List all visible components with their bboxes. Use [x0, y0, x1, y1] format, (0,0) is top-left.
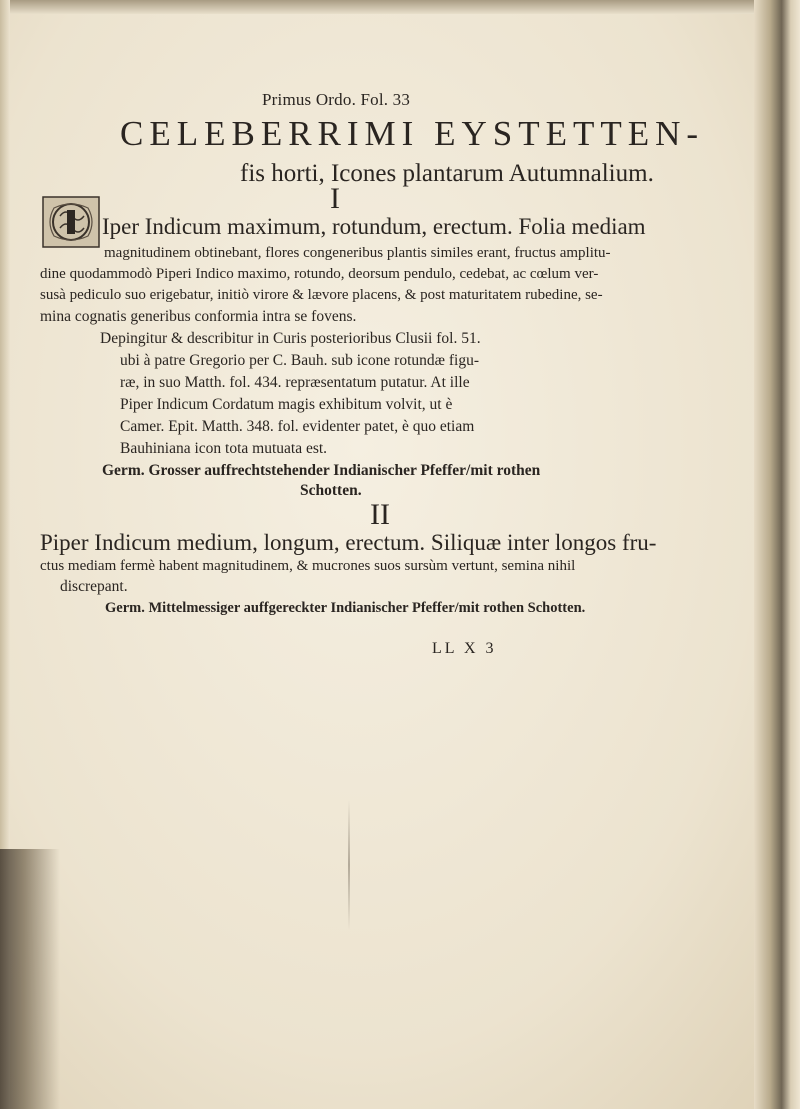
- paper-crease: [348, 800, 350, 930]
- section1-line-10: Camer. Epit. Matth. 348. fol. evidenter patet, è quo etiam: [120, 418, 475, 435]
- section-number-2: II: [370, 498, 390, 531]
- page-title: CELEBERRIMI EYSTETTEN-: [120, 114, 705, 153]
- section2-german-line: Germ. Mittelmessiger auffgereckter Indianischer Pfeffer/mit rothen Schotten.: [105, 600, 586, 616]
- section1-line-8: ræ, in suo Matth. fol. 434. repræsentatum putatur. At ille: [120, 374, 470, 391]
- section-number-1: I: [330, 182, 340, 215]
- page-edge-top: [0, 0, 800, 14]
- page-shadow-bottom-left: [0, 849, 60, 1109]
- section1-line-1: Iper Indicum maximum, rotundum, erectum. Folia mediam: [102, 214, 646, 239]
- section1-line-11: Bauhiniana icon tota mutuata est.: [120, 440, 328, 457]
- section1-line-4: susà pediculo suo erigebatur, initiò virore & lævore placens, & post maturitatem rubedine, se-: [40, 287, 603, 303]
- section1-line-7: ubi à patre Gregorio per C. Bauh. sub icone rotundæ figu-: [120, 352, 479, 369]
- section1-line-6: Depingitur & describitur in Curis posterioribus Clusii fol. 51.: [100, 330, 481, 347]
- section2-line-1: Piper Indicum medium, longum, erectum. Siliquæ inter longos fru-: [40, 530, 657, 555]
- section1-line-5: mina cognatis generibus conformia intra se fovens.: [40, 308, 357, 325]
- section1-line-2: magnitudinem obtinebant, flores congeneribus plantis similes erant, fructus amplitu-: [104, 245, 611, 261]
- section1-line-3: dine quodammodò Piperi Indico maximo, rotundo, deorsum pendulo, cedebat, ac cœlum ver-: [40, 266, 599, 282]
- page-edge-right: [754, 0, 800, 1109]
- section1-german-line-1: Germ. Grosser auffrechtstehender Indianischer Pfeffer/mit rothen: [102, 462, 541, 479]
- section1-line-9: Piper Indicum Cordatum magis exhibitum volvit, ut è: [120, 396, 453, 413]
- page-subtitle: fis horti, Icones plantarum Autumnalium.: [240, 160, 654, 187]
- signature-mark: LL X 3: [432, 640, 497, 657]
- section2-line-3: discrepant.: [60, 578, 128, 595]
- decorated-initial-icon: [42, 196, 100, 248]
- section1-german-line-2: Schotten.: [300, 482, 362, 499]
- section2-line-2: ctus mediam fermè habent magnitudinem, & mucrones suos sursùm vertunt, semina nihil: [40, 558, 576, 574]
- running-head: Primus Ordo. Fol. 33: [262, 90, 411, 109]
